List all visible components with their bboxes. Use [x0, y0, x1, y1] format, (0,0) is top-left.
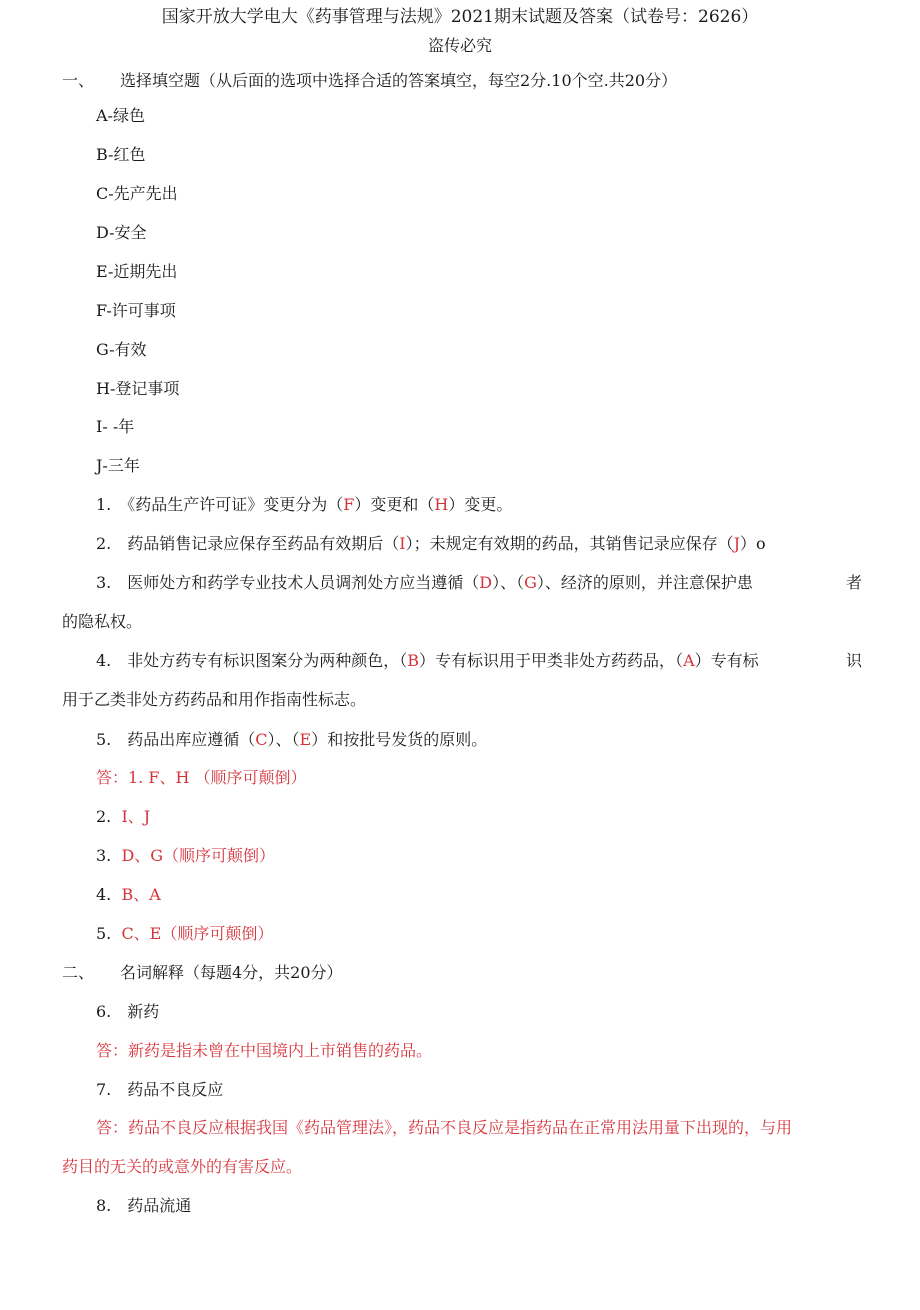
option-c: C-先产先出 [96, 184, 178, 203]
answer-3-text: D、G（顺序可颠倒） [121, 846, 276, 865]
question-2-text: 2. 药品销售记录应保存至药品有效期后（ [96, 534, 400, 553]
answer-6: 答：新药是指未曾在中国境内上市销售的药品。 [96, 1041, 433, 1060]
question-3-text: ）、（ [492, 573, 525, 592]
question-3-text: 3. 医师处方和药学专业技术人员调剂处方应当遵循（ [96, 573, 480, 592]
question-4-blank-1: B [407, 651, 420, 670]
question-4-continuation: 用于乙类非处方药药品和用作指南性标志。 [62, 690, 367, 709]
answer-4-number: 4. [96, 885, 112, 904]
question-3-text: ）、经济的原则，并注意保护患 [536, 573, 753, 592]
option-d: D-安全 [96, 223, 147, 242]
answer-5-number: 5. [96, 924, 112, 943]
option-i: I- -年 [96, 417, 135, 436]
answer-7-line-1: 答：药品不良反应根据我国《药品管理法》，药品不良反应是指药品在正常用法用量下出现的，与用 [96, 1118, 793, 1137]
section-1-title: 选择填空题（从后面的选项中选择合适的答案填空，每空2分.10个空.共20分） [120, 71, 678, 90]
question-4-text: ）专有标识用于甲类非处方药药品，（ [419, 651, 684, 670]
question-5-blank-2: E [299, 730, 312, 749]
question-5-text: ）、（ [267, 730, 300, 749]
document-subtitle: 盗传必究 [427, 36, 492, 55]
question-3-text: 者 [845, 573, 862, 592]
question-7: 7. 药品不良反应 [96, 1080, 224, 1099]
answer-2 [96, 806, 150, 828]
answer-3 [96, 845, 275, 867]
question-2-text: ）；未规定有效期的药品，其销售记录应保存（ [405, 534, 734, 553]
question-5-text: ）和按批号发货的原则。 [311, 730, 488, 749]
question-2-text: ）o [740, 534, 766, 553]
answer-2-number: 2. [96, 807, 112, 826]
question-3-blank-2: G [524, 573, 537, 592]
option-f: F-许可事项 [96, 301, 176, 320]
question-5-text: 5. 药品出库应遵循（ [96, 730, 256, 749]
answer-4 [96, 884, 161, 906]
question-3-continuation: 的隐私权。 [62, 612, 143, 631]
question-3 [96, 572, 862, 594]
answer-5-text: C、E（顺序可颠倒） [121, 924, 274, 943]
question-1-text: 1. 《药品生产许可证》变更分为（ [96, 495, 344, 514]
section-2-title: 名词解释（每题4分，共20分） [120, 963, 343, 982]
question-1 [96, 494, 512, 516]
answer-1: 答：1. F、H （顺序可颠倒） [96, 768, 307, 787]
option-b: B-红色 [96, 145, 146, 164]
question-4-text: ）专有标 [694, 651, 759, 670]
answer-2-text: I、J [121, 807, 151, 826]
question-2-blank-2: J [733, 534, 741, 553]
answer-7-line-2: 药目的无关的或意外的有害反应。 [62, 1157, 303, 1176]
question-2-blank-1: I [399, 534, 406, 553]
answer-5 [96, 923, 273, 945]
question-8: 8. 药品流通 [96, 1196, 192, 1215]
option-j: J-三年 [96, 456, 140, 475]
question-2 [96, 533, 766, 555]
section-1-number: 一、 [62, 71, 95, 90]
question-5-blank-1: C [255, 730, 268, 749]
section-2-heading [62, 962, 343, 984]
option-h: H-登记事项 [96, 379, 180, 398]
question-1-blank-1: F [343, 495, 355, 514]
question-4 [96, 650, 862, 672]
question-1-blank-2: H [434, 495, 449, 514]
question-1-text: ）变更。 [448, 495, 513, 514]
question-1-text: ）变更和（ [354, 495, 435, 514]
option-g: G-有效 [96, 340, 147, 359]
section-2-number: 二、 [62, 963, 95, 982]
question-4-text: 4. 非处方药专有标识图案分为两种颜色，（ [96, 651, 408, 670]
section-1-heading [62, 70, 677, 92]
document-title: 国家开放大学电大《药事管理与法规》2021期末试题及答案（试卷号：2626） [161, 7, 759, 27]
option-a: A-绿色 [96, 106, 145, 125]
answer-3-number: 3. [96, 846, 112, 865]
option-e: E-近期先出 [96, 262, 178, 281]
question-4-text: 识 [845, 651, 862, 670]
question-3-blank-1: D [479, 573, 493, 592]
question-4-blank-2: A [683, 651, 695, 670]
question-5 [96, 729, 487, 751]
answer-4-text: B、A [121, 885, 161, 904]
question-6: 6. 新药 [96, 1002, 160, 1021]
